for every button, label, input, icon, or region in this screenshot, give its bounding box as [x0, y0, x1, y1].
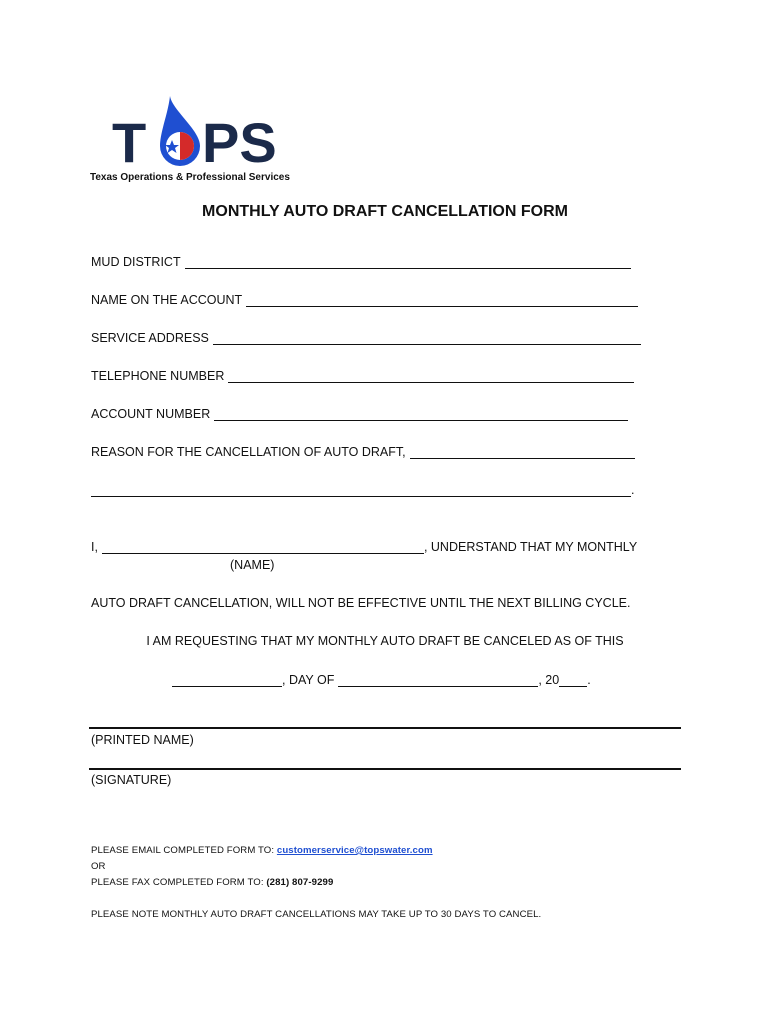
understand-text: , UNDERSTAND THAT MY MONTHLY: [423, 540, 638, 554]
fax-instruction: [91, 877, 333, 888]
understand-row: [91, 540, 637, 554]
service-address-row: [91, 331, 641, 345]
account-name-label: NAME ON THE ACCOUNT: [91, 293, 243, 307]
tops-logo: [112, 92, 292, 172]
email-link[interactable]: customerservice@topswater.com: [276, 845, 433, 856]
account-number-label: ACCOUNT NUMBER: [91, 407, 211, 421]
not-effective-text: AUTO DRAFT CANCELLATION, WILL NOT BE EFFECTIVE UNTIL THE NEXT BILLING CYCLE.: [91, 596, 631, 610]
logo-letter-t: T: [112, 111, 147, 172]
printed-name-caption: (PRINTED NAME): [91, 733, 194, 747]
email-instruction: [91, 845, 433, 856]
mud-district-input-line[interactable]: [185, 256, 631, 269]
reason-input-line[interactable]: [410, 446, 635, 459]
printed-name-line[interactable]: [89, 727, 681, 729]
reason-continuation-row: [91, 483, 634, 497]
reason-continuation-line[interactable]: [91, 484, 631, 497]
month-input-line[interactable]: [338, 674, 538, 687]
service-address-label: SERVICE ADDRESS: [91, 331, 209, 345]
requesting-text: I AM REQUESTING THAT MY MONTHLY AUTO DRAFT BE CANCELED AS OF THIS: [146, 634, 624, 648]
tops-logo-graphic: [112, 92, 292, 172]
reason-period: .: [631, 483, 635, 497]
year-suffix: .: [587, 673, 591, 687]
day-input-line[interactable]: [172, 674, 282, 687]
service-address-input-line[interactable]: [213, 332, 641, 345]
signature-caption: (SIGNATURE): [91, 773, 172, 787]
fax-prefix: PLEASE FAX COMPLETED FORM TO:: [91, 877, 264, 888]
name-input-line[interactable]: [102, 541, 424, 554]
not-effective-row: [91, 596, 630, 610]
account-name-row: [91, 293, 638, 307]
or-text: OR: [91, 861, 106, 872]
logo-letters-ps: PS: [202, 111, 277, 172]
date-row: [172, 673, 591, 687]
i-prefix: I,: [91, 540, 98, 554]
reason-row: [91, 445, 635, 459]
reason-label: REASON FOR THE CANCELLATION OF AUTO DRAFT,: [91, 445, 406, 459]
telephone-label: TELEPHONE NUMBER: [91, 369, 225, 383]
name-caption: (NAME): [230, 558, 275, 572]
signature-line[interactable]: [89, 768, 681, 770]
tagline: Texas Operations & Professional Services: [90, 172, 290, 183]
account-name-input-line[interactable]: [246, 294, 638, 307]
fax-number: (281) 807-9299: [266, 877, 334, 888]
email-prefix: PLEASE EMAIL COMPLETED FORM TO:: [91, 845, 275, 856]
telephone-row: [91, 369, 634, 383]
day-of-text: , DAY OF: [282, 673, 335, 687]
mud-district-label: MUD DISTRICT: [91, 255, 181, 269]
telephone-input-line[interactable]: [228, 370, 634, 383]
account-number-input-line[interactable]: [214, 408, 628, 421]
cancellation-note: PLEASE NOTE MONTHLY AUTO DRAFT CANCELLATIONS MAY TAKE UP TO 30 DAYS TO CANCEL.: [91, 909, 542, 920]
mud-district-row: [91, 255, 631, 269]
form-title: MONTHLY AUTO DRAFT CANCELLATION FORM: [202, 203, 568, 220]
year-prefix: , 20: [538, 673, 560, 687]
account-number-row: [91, 407, 628, 421]
year-input-line[interactable]: [559, 674, 587, 687]
